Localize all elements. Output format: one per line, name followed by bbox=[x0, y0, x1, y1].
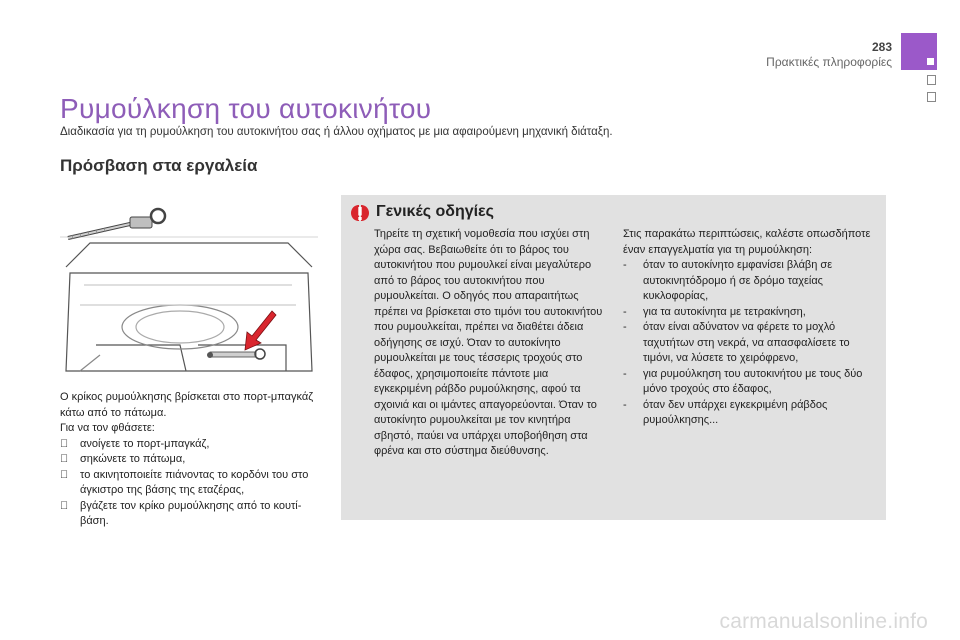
cases-intro: Στις παρακάτω περιπτώσεις, καλέστε οπωσδήποτε έναν επαγγελματία για τη ρυμούλκηση: bbox=[623, 228, 871, 256]
access-heading: Πρόσβαση στα εργαλεία bbox=[60, 156, 258, 175]
page-number: 283 bbox=[871, 40, 892, 54]
list-item: σηκώνετε το πάτωμα, bbox=[60, 452, 324, 468]
section-title: Πρακτικές πληροφορίες bbox=[766, 55, 892, 69]
warning-icon bbox=[350, 203, 370, 223]
access-instructions bbox=[60, 390, 324, 530]
general-text-col1: Τηρείτε τη σχετική νομοθεσία που ισχύει στη χώρα σας. Βεβαιωθείτε ότι το βάρος του αυτοκινήτου που ρυμουλκεί είναι μεγαλύτερο από το βάρος του αυτοκινήτου που ρυμουλκείται. Ο οδηγός που απαραιτήτως πρέπει να βρίσκεται στο τιμόνι του αυτοκινήτου που ρυμουλκείται, πρέπει να διαθέτει άδεια οδήγησης σε ισχύ. Όταν το αυτοκίνητο ρυμουλκείται με τους τέσσερις τροχούς στο έδαφος, χρησιμοποιείτε πάντοτε μια εγκεκριμένη ράβδο ρυμούλκησης, αφού τα σχοινιά και οι ιμάντες απαγορεύονται. Όταν το αυτοκίνητο ρυμουλκείται με τον κινητήρα σβηστό, παύει να υπάρχει υποβοήθηση στα φρένα και στο σύστημα διεύθυνσης. bbox=[374, 228, 603, 457]
general-heading: Γενικές οδηγίες bbox=[376, 203, 494, 220]
arrow-bullet-icon bbox=[60, 499, 68, 515]
arrow-bullet-icon bbox=[60, 437, 68, 453]
dash-bullet: - bbox=[623, 259, 627, 271]
list-item: το ακινητοποιείτε πιάνοντας το κορδόνι του στο άγκιστρο της βάσης της εταζέρας, bbox=[60, 468, 324, 499]
access-intro: Ο κρίκος ρυμούλκησης βρίσκεται στο πορτ-μπαγκάζ κάτω από το πάτωμα. bbox=[60, 391, 314, 419]
list-item: - όταν το αυτοκίνητο εμφανίσει βλάβη σε αυτοκινητόδρομο ή σε δρόμο ταχείας κυκλοφορίας, bbox=[623, 259, 833, 302]
list-item: - για ρυμούλκηση του αυτοκινήτου με τους δύο μόνο τροχούς στο έδαφος, bbox=[623, 367, 863, 395]
arrow-bullet-icon bbox=[60, 452, 68, 468]
list-item: - για τα αυτοκίνητα με τετρακίνηση, bbox=[623, 305, 881, 321]
chapter-tab-outline-1 bbox=[927, 75, 936, 85]
arrow-bullet-icon bbox=[60, 468, 68, 484]
dash-bullet: - bbox=[623, 398, 627, 411]
list-item: ανοίγετε το πορτ-μπαγκάζ, bbox=[60, 437, 324, 453]
page-title: Ρυμούλκηση του αυτοκινήτου bbox=[60, 93, 432, 124]
trunk-illustration bbox=[60, 195, 318, 373]
list-item: - όταν δεν υπάρχει εγκεκριμένη ράβδος ρυμούλκησης... bbox=[623, 398, 828, 426]
dash-bullet: - bbox=[623, 367, 627, 380]
dash-bullet: - bbox=[623, 321, 627, 333]
dash-bullet: - bbox=[623, 305, 627, 318]
list-item: βγάζετε τον κρίκο ρυμούλκησης από το κουτί-βάση. bbox=[60, 499, 324, 530]
access-lead: Για να τον φθάσετε: bbox=[60, 422, 155, 434]
page-subtitle: Διαδικασία για τη ρυμούλκηση του αυτοκινήτου σας ή άλλου οχήματος με μια αφαιρούμενη μηχανική διάταξη. bbox=[60, 126, 613, 138]
list-item: - όταν είναι αδύνατον να φέρετε το μοχλό ταχυτήτων στη νεκρά, να απασφαλίσετε το τιμόνι, να λύσετε το χειρόφρενο, bbox=[623, 321, 850, 364]
chapter-tab-outline-2 bbox=[927, 92, 936, 102]
chapter-tab-dot bbox=[927, 58, 934, 65]
watermark: carmanualsonline.info bbox=[719, 610, 928, 633]
general-text-col2 bbox=[623, 227, 881, 429]
